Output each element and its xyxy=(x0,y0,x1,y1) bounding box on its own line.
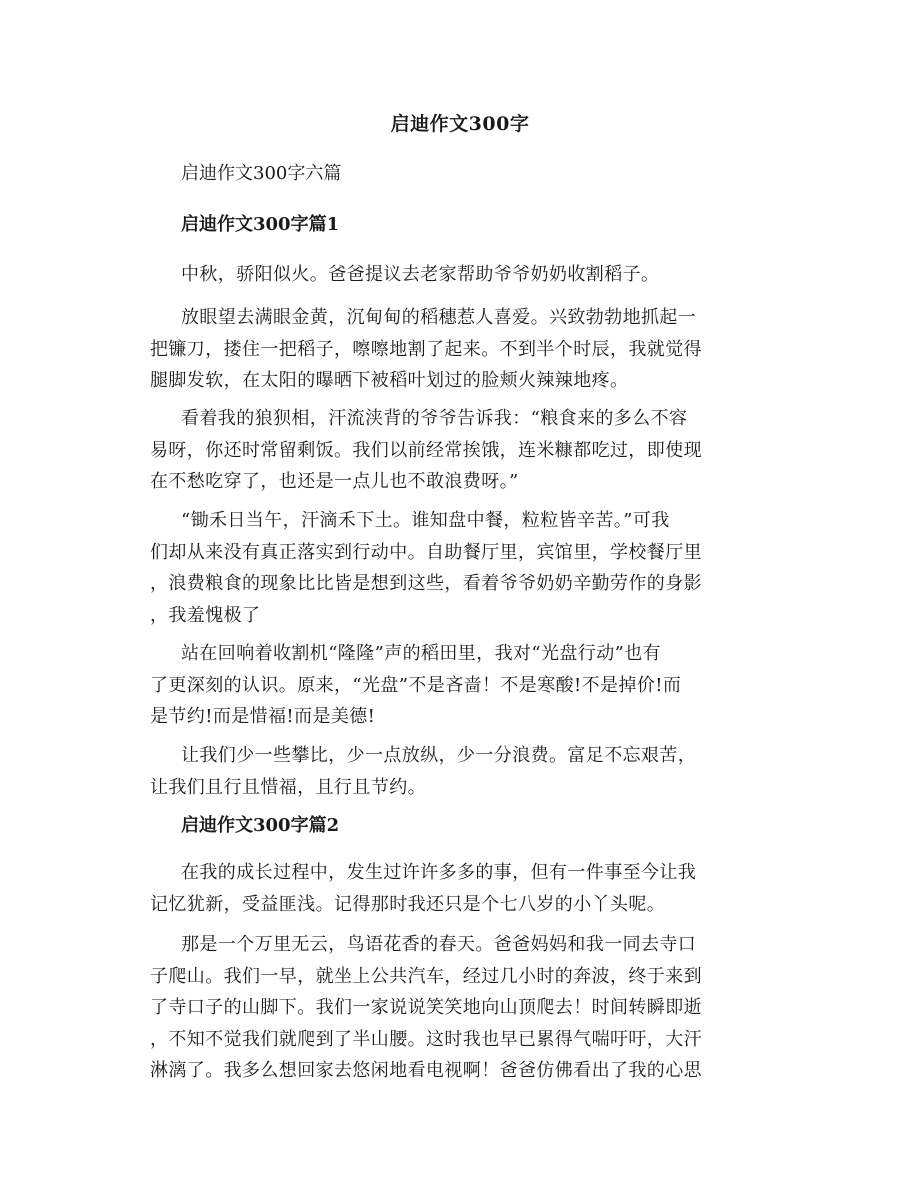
paragraph-line: 看着我的狼狈相，汗流浃背的爷爷告诉我：“粮食来的多么不容 xyxy=(181,408,688,429)
section-heading-1: 启迪作文300字篇1 xyxy=(181,214,340,235)
paragraph xyxy=(150,259,775,291)
paragraph xyxy=(150,857,775,920)
paragraph-line: 记忆犹新，受益匪浅。记得那时我还只是个七八岁的小丫头呢。 xyxy=(150,893,666,915)
document-subtitle: 启迪作文300字六篇 xyxy=(181,163,342,184)
paragraph-line: ，我羞愧极了 xyxy=(150,604,261,626)
paragraph-line: ，不知不觉我们就爬到了半山腰。这时我也早已累得气喘吁吁，大汗 xyxy=(150,1028,702,1050)
paragraph-line: 让我们少一些攀比，少一点放纵，少一分浪费。富足不忘艰苦， xyxy=(181,745,697,766)
paragraph-line: 了寺口子的山脚下。我们一家说说笑笑地向山顶爬去！时间转瞬即逝 xyxy=(150,997,702,1018)
paragraph-line: 那是一个万里无云，鸟语花香的春天。爸爸妈妈和我一同去寺口 xyxy=(181,934,697,955)
paragraph-line: 在我的成长过程中，发生过许许多多的事，但有一件事至今让我 xyxy=(181,862,697,883)
paragraph-line: 易呀，你还时常留剩饭。我们以前经常挨饿，连米糠都吃过，即使现 xyxy=(150,439,702,461)
paragraph-line: “锄禾日当午，汗滴禾下土。谁知盘中餐，粒粒皆辛苦。”可我 xyxy=(181,510,670,531)
paragraph xyxy=(150,740,775,803)
paragraph-line: 是节约!而是惜福!而是美德! xyxy=(150,706,376,727)
paragraph-line: 站在回响着收割机“隆隆”声的稻田里，我对“光盘行动”也有 xyxy=(181,643,662,664)
paragraph-line: 腿脚发软，在太阳的曝晒下被稻叶划过的脸颊火辣辣地疼。 xyxy=(150,370,629,391)
paragraph-line: 淋漓了。我多么想回家去悠闲地看电视啊！爸爸仿佛看出了我的心思 xyxy=(150,1060,702,1081)
paragraph-line: 在不愁吃穿了，也还是一点儿也不敢浪费呀。” xyxy=(150,471,519,492)
paragraph-line: ，浪费粮食的现象比比皆是想到这些，看着爷爷奶奶辛勤劳作的身影 xyxy=(150,573,702,594)
paragraph xyxy=(150,929,775,1087)
paragraph-line: 们却从来没有真正落实到行动中。自助餐厅里，宾馆里，学校餐厅里 xyxy=(150,541,702,563)
paragraph-line: 子爬山。我们一早，就坐上公共汽车，经过几小时的奔波，终于来到 xyxy=(150,965,702,987)
paragraph xyxy=(150,638,775,733)
paragraph-line: 让我们且行且惜福，且行且节约。 xyxy=(150,776,426,798)
paragraph-line: 把镰刀，搂住一把稻子，嚓嚓地割了起来。不到半个时辰，我就觉得 xyxy=(150,338,702,360)
paragraph xyxy=(150,302,775,397)
paragraph xyxy=(150,505,775,631)
paragraph-line: 了更深刻的认识。原来，“光盘”不是吝啬！不是寒酸!不是掉价!而 xyxy=(150,674,682,696)
section-heading-2: 启迪作文300字篇2 xyxy=(181,815,340,836)
paragraph xyxy=(150,403,775,498)
paragraph-line: 放眼望去满眼金黄，沉甸甸的稻穗惹人喜爱。兴致勃勃地抓起一 xyxy=(181,307,697,328)
paragraph-line: 中秋，骄阳似火。爸爸提议去老家帮助爷爷奶奶收割稻子。 xyxy=(181,264,660,285)
document-title: 启迪作文300字 xyxy=(390,113,530,135)
